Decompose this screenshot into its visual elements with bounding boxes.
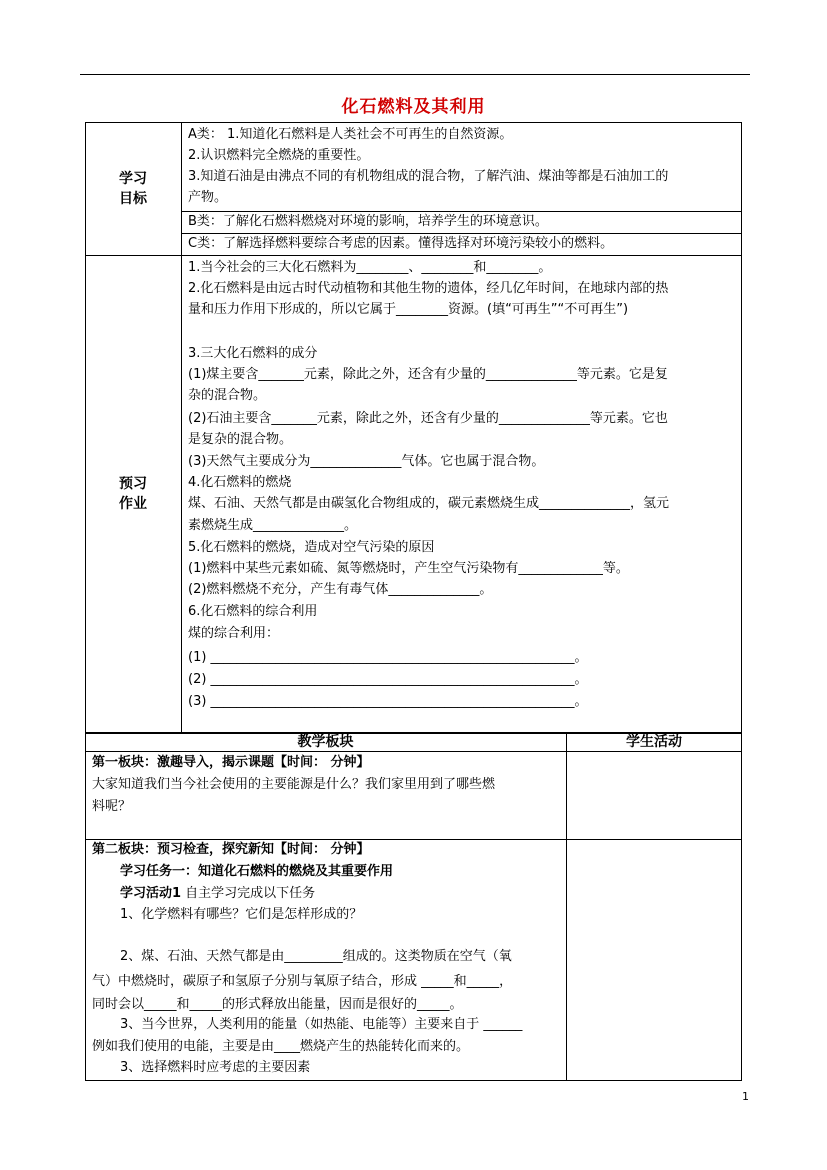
block2-line: 同时会以_____和_____的形式释放出能量，因而是很好的_____。 <box>92 997 463 1012</box>
page-number: 1 <box>742 1090 749 1103</box>
activity1 <box>120 884 315 904</box>
block2-line: 1、化学燃料有哪些？它们是怎样形成的？ <box>120 907 363 922</box>
preview-line: (1)燃料中某些元素如硫、氮等燃烧时，产生空气污染物有_____________等。 <box>188 561 629 576</box>
teaching-header-left: 教学板块 <box>297 734 354 750</box>
page-title: 化石燃料及其利用 <box>341 97 486 117</box>
goals-line: 产物。 <box>188 190 228 205</box>
preview-line: 是复杂的混合物。 <box>188 432 293 447</box>
goals-line: A类： 1.知道化石燃料是人类社会不可再生的自然资源。 <box>188 127 513 142</box>
header-rule <box>80 74 750 75</box>
goals-line: 2.认识燃料完全燃烧的重要性。 <box>188 148 370 163</box>
goals-line: 3.知道石油是由沸点不同的有机物组成的混合物，了解汽油、煤油等都是石油加工的 <box>188 169 669 184</box>
block2-line: 例如我们使用的电能，主要是由____燃烧产生的热能转化而来的。 <box>92 1039 470 1054</box>
preview-line: 素燃烧生成______________。 <box>188 518 358 533</box>
goals-preview-divider <box>85 255 742 256</box>
preview-line: 1.当今社会的三大化石燃料为________、________和________。 <box>188 260 552 275</box>
preview-line: (1)煤主要含_______元素，除此之外，还含有少量的______________等元素。它是复 <box>188 367 668 382</box>
preview-line: (3)天然气主要成分为______________气体。它也属于混合物。 <box>188 454 545 469</box>
preview-line: (2)燃料燃烧不充分，产生有毒气体______________。 <box>188 582 493 597</box>
block2-line: 3、选择燃料时应考虑的主要因素 <box>120 1060 311 1075</box>
preview-line: (2) ________________________________________________________。 <box>188 672 588 687</box>
block1-line: 大家知道我们当今社会使用的主要能源是什么？我们家里用到了哪些燃 <box>92 777 496 792</box>
teaching-header-right: 学生活动 <box>626 734 682 750</box>
preview-line: 3.三大化石燃料的成分 <box>188 346 318 361</box>
preview-line: (1) ________________________________________________________。 <box>188 650 588 665</box>
activity1-label: 学习活动1 <box>120 886 182 901</box>
preview-label: 预习 作业 <box>119 476 147 512</box>
preview-line: (3) ________________________________________________________。 <box>188 694 588 709</box>
goals-line: B类：了解化石燃料燃烧对环境的影响，培养学生的环境意识。 <box>188 214 548 229</box>
label-column-divider <box>181 122 182 733</box>
preview-line: 量和压力作用下形成的，所以它属于________资源。(填“可再生”“不可再生”) <box>188 302 629 317</box>
goals-line: C类：了解选择燃料要综合考虑的因素。懂得选择对环境污染较小的燃料。 <box>188 236 614 251</box>
block1-line: 料呢？ <box>92 799 132 814</box>
task1-title: 学习任务一：知道化石燃料的燃烧及其重要作用 <box>120 864 394 879</box>
preview-line: 6.化石燃料的综合利用 <box>188 604 318 619</box>
activity1-text: 自主学习完成以下任务 <box>181 886 316 901</box>
preview-line: 2.化石燃料是由远古时代动植物和其他生物的遗体，经几亿年时间，在地球内部的热 <box>188 281 669 296</box>
preview-line: 杂的混合物。 <box>188 388 267 403</box>
block2-line: 3、当今世界，人类利用的能量（如热能、电能等）主要来自于 ______ <box>120 1017 523 1032</box>
preview-line: 5.化石燃料的燃烧，造成对空气污染的原因 <box>188 540 435 555</box>
teaching-column-divider <box>566 733 567 1081</box>
block2-line: 气）中燃烧时，碳原子和氢原子分别与氧原子结合，形成 _____和_____， <box>92 974 513 989</box>
preview-line: 4.化石燃料的燃烧 <box>188 475 292 490</box>
block2-title: 第二板块：预习检查，探究新知【时间： 分钟】 <box>92 842 370 857</box>
block1-title: 第一板块：激趣导入，揭示课题【时间： 分钟】 <box>92 755 370 770</box>
preview-line: 煤的综合利用： <box>188 626 280 641</box>
block2-line: 2、煤、石油、天然气都是由_________组成的。这类物质在空气（氧 <box>120 949 512 964</box>
preview-line: 煤、石油、天然气都是由碳氢化合物组成的，碳元素燃烧生成______________，氢元 <box>188 496 670 511</box>
goals-label: 学习 目标 <box>119 171 147 207</box>
preview-line: (2)石油主要含_______元素，除此之外，还含有少量的______________等元素。它也 <box>188 411 668 426</box>
